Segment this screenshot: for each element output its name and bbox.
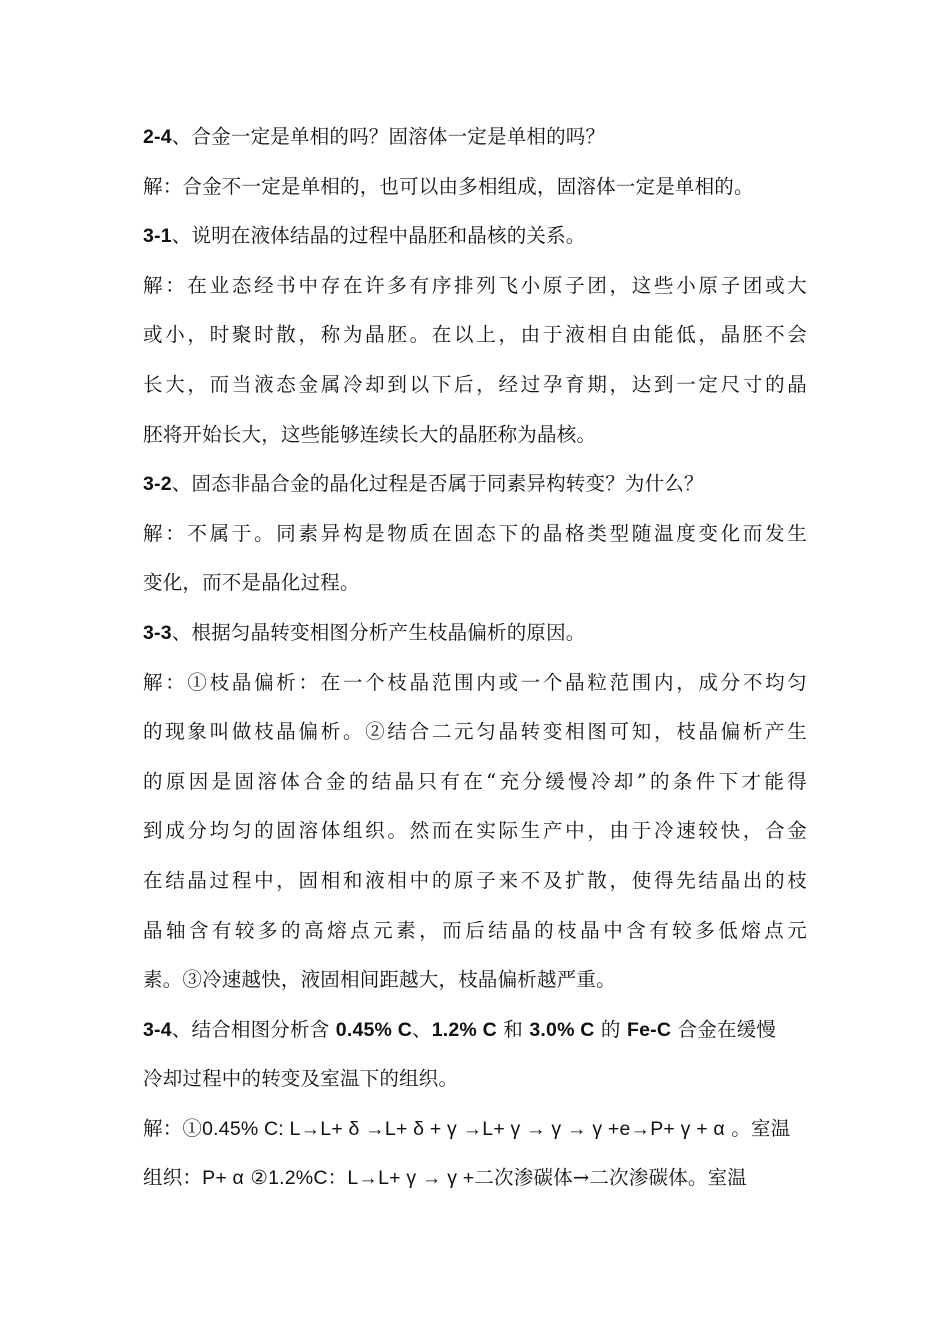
answer-text: 二次渗碳体→二次渗碳体。室温 [474,1166,747,1190]
carbon-content: 0.45% C [335,1018,412,1041]
answer-line: 或小，时聚时散，称为晶胚。在以上，由于液相自由能低，晶胚不会 [143,323,807,347]
question-3-2 [143,459,807,509]
question-3-1 [143,211,807,261]
answer-line: 变化，而不是晶化过程。 [143,571,360,595]
question-2-4 [143,112,807,162]
carbon-content: 1.2% C [431,1018,497,1041]
answer-line: 在结晶过程中，固相和液相中的原子来不及扩散，使得先结晶出的枝 [143,868,807,892]
answer-line [143,1153,807,1203]
question-line: 冷却过程中的转变及室温下的组织。 [143,1067,459,1091]
answer-line: 解：①枝晶偏析：在一个枝晶范围内或一个晶粒范围内，成分不均匀 [143,670,807,694]
answer-line [143,1104,807,1154]
answer-line: 解：在业态经书中存在许多有序排列飞小原子团，这些小原子团或大 [143,273,807,297]
question-number: 2-4 [143,126,172,148]
question-3-4 [143,1005,807,1055]
answer-line: 长大，而当液态金属冷却到以下后，经过孕育期，达到一定尺寸的晶 [143,372,807,396]
question-text: 、合金一定是单相的吗？固溶体一定是单相的吗？ [171,125,606,148]
question-number: 3-1 [143,225,172,248]
document-page [143,112,807,1203]
question-text: 和 [496,1017,530,1041]
transformation-formula: 1.2%C：L→L+ γ → γ + [268,1167,475,1190]
answer-2-4: 解：合金不一定是单相的，也可以由多相组成，固溶体一定是单相的。 [143,174,754,198]
question-text: 、 [412,1017,432,1041]
question-number: 3-4 [143,1018,172,1041]
answer-text: 解：① [143,1116,203,1140]
question-text: 、结合相图分析含 [171,1017,336,1041]
carbon-content: 3.0% C [529,1018,595,1041]
answer-line: 的原因是固溶体合金的结晶只有在“充分缓慢冷却”的条件下才能得 [143,769,807,793]
answer-text: ② [244,1166,269,1190]
answer-line: 晶轴含有较多的高熔点元素，而后结晶的枝晶中含有较多低熔点元 [143,918,807,942]
question-text: 的 [594,1017,628,1041]
answer-line: 解：不属于。同素异构是物质在固态下的晶格类型随温度变化而发生 [143,521,807,545]
alloy-name: Fe-C [627,1018,672,1041]
question-text: 、根据匀晶转变相图分析产生枝晶偏析的原因。 [171,620,586,644]
answer-line: 到成分均匀的固溶体组织。然而在实际生产中，由于冷速较快，合金 [143,819,807,843]
question-text: 、固态非晶合金的晶化过程是否属于同素异构转变？为什么？ [171,472,704,496]
question-text: 、说明在液体结晶的过程中晶胚和晶核的关系。 [171,224,586,248]
transformation-formula: 0.45% C: L→L+ δ →L+ δ + γ →L+ γ → γ → γ +e→P+ γ + α [202,1117,725,1140]
question-number: 3-3 [143,621,172,644]
question-3-3 [143,608,807,658]
question-number: 3-2 [143,473,172,496]
answer-text: 。室温 [724,1116,791,1140]
structure-formula: P+ α [202,1167,244,1190]
answer-line: 素。③冷速越快，液固相间距越大，枝晶偏析越严重。 [143,968,616,992]
answer-text: 组织： [143,1166,203,1190]
question-text: 合金在缓慢 [671,1017,777,1041]
answer-line: 的现象叫做枝晶偏析。②结合二元匀晶转变相图可知，枝晶偏析产生 [143,720,807,744]
answer-line: 胚将开始长大，这些能够连续长大的晶胚称为晶核。 [143,422,597,446]
